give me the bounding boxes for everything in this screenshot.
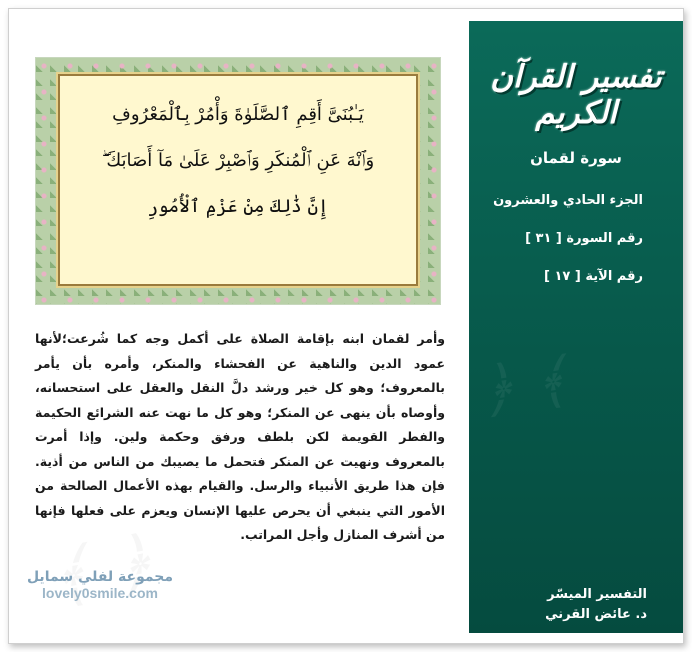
sidebar [469, 21, 683, 633]
page-frame [8, 8, 684, 644]
verse-ornament-frame [35, 57, 441, 305]
surah-number: رقم السورة [ ٣١ ] [525, 231, 643, 246]
sidebar-title: تفسير القرآن الكريم [490, 59, 662, 131]
credit-author: د. عائض القرني [545, 607, 647, 622]
verse-line-2: وَٱنْهَ عَنِ ٱلْمُنكَرِ وَٱصْبِرْ عَلَىٰ مَآ أَصَابَكَ ۖ [101, 150, 375, 171]
surah-name: سورة لقمان [530, 149, 622, 167]
logo-english: lovely0smile.com [42, 585, 158, 601]
logo-arabic: مجموعة لفلي سمايل [26, 569, 174, 585]
tafsir-text: وأمر لقمان ابنه بإقامة الصلاة على أكمل وجه كما شُرعت؛لأنها عمود الدين والناهية عن الفحشاء والمنكر، وأمره بأن يأمر بالمعروف؛ وهو كل خير ورشد دلَّ النقل والعقل على استحسانه، وأوصاه بأن ينهى عن المنكر؛ وهو كل ما نهت عنه الشرائع الحكيمة والفطر القويمة لكن بلطف ورفق وحكمة ولين. وإذا أمرت بالمعروف ونهيت عن المنكر فتحمل ما يصيبك من الناس من أذية. فإن هذا طريق الأنبياء والرسل. والقيام بهذه الأعمال الصالحة من الأمور التي ينبغي أن يحرص عليها الإنسان ويعزم على فعلها فإنها من أشرف المنازل وأجل المراتب. [35, 331, 445, 542]
verse-line-3: إِنَّ ذَٰلِكَ مِنْ عَزْمِ ٱلْأُمُورِ [147, 196, 329, 217]
sidebar-watermark: ﴾ ﴿ [474, 345, 573, 427]
verse-line-1: يَـٰبُنَىَّ أَقِمِ ٱلصَّلَوٰةَ وَأْمُرْ بِٱلْمَعْرُوفِ [112, 104, 364, 125]
ayah-number: رقم الآية [ ١٧ ] [544, 269, 643, 284]
juz-label: الجزء الحادي والعشرون [493, 193, 643, 208]
site-logo [25, 569, 175, 601]
credit-title: التفسير الميسّر [547, 587, 647, 602]
verse-box [58, 74, 418, 286]
